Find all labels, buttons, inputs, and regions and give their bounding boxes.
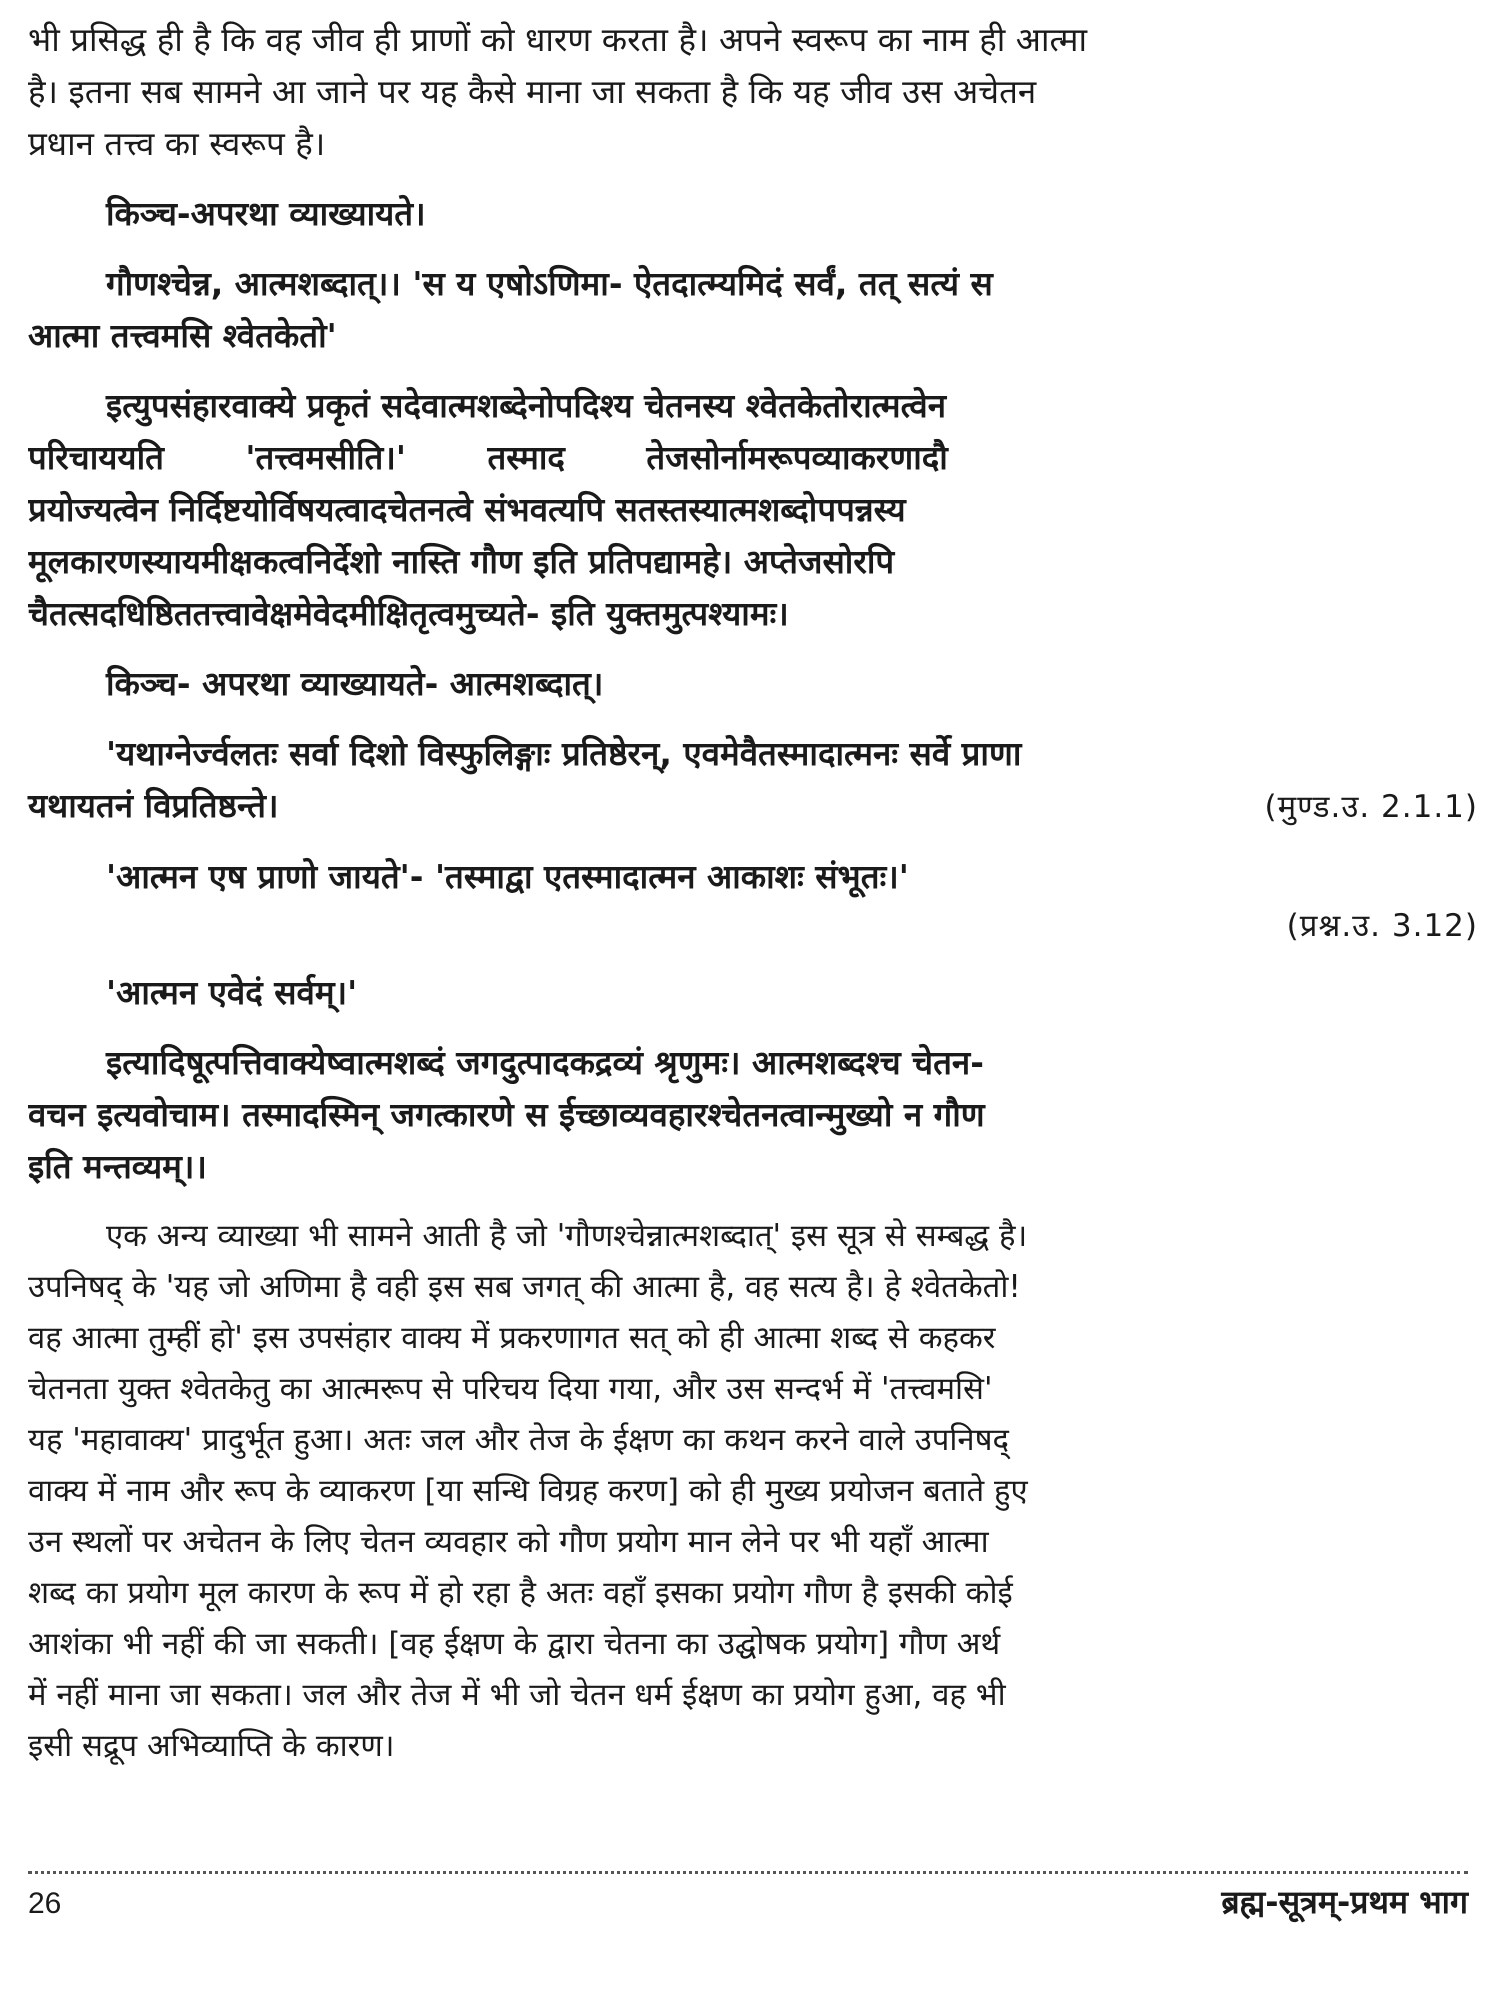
running-title: ब्रह्म-सूत्रम्-प्रथम भाग (1221, 1883, 1468, 1921)
text-line: है। इतना सब सामने आ जाने पर यह कैसे माना जा सकता है कि यह जीव उस अचेतन (28, 72, 1037, 111)
text-line: एक अन्य व्याख्या भी सामने आती है जो 'गौणश्चेन्नात्मशब्दात्' इस सूत्र से सम्बद्ध है। (106, 1218, 1028, 1254)
sutra-paragraph (28, 258, 1478, 362)
text-line: इत्यादिषूत्पत्तिवाक्येष्वात्मशब्दं जगदुत्पादकद्रव्यं श्रृणुमः। आत्मशब्दश्च चेतन- (106, 1043, 984, 1082)
footer-divider (28, 1871, 1468, 1874)
text-line: यह 'महावाक्य' प्रादुर्भूत हुआ। अतः जल और तेज के ईक्षण का कथन करने वाले उपनिषद् (28, 1422, 1009, 1458)
text-line: आशंका भी नहीं की जा सकती। [वह ईक्षण के द्वारा चेतना का उद्घोषक प्रयोग] गौण अर्थ (28, 1626, 1001, 1662)
text-line: प्रयोज्यत्वेन निर्दिष्टयोर्विषयत्वादचेतनत्वे संभवत्यपि सतस्तस्यात्मशब्दोपपन्नस्य (28, 490, 906, 529)
section-heading-2: किञ्च- अपरथा व्याख्यायते- आत्मशब्दात्। (106, 664, 604, 703)
text-line: यथायतनं विप्रतिष्ठन्ते। (28, 786, 279, 825)
text-line: इति मन्तव्यम्।। (28, 1147, 207, 1186)
hindi-explanation-paragraph (28, 1211, 1478, 1772)
text-line: शब्द का प्रयोग मूल कारण के रूप में हो रहा है अतः वहाँ इसका प्रयोग गौण है इसकी कोई (28, 1575, 1013, 1611)
text-line: चैतत्सदधिष्ठिततत्त्वावेक्षमेवेदमीक्षितृत्वमुच्यते- इति युक्तमुत्पश्यामः। (28, 594, 789, 633)
page-number: 26 (28, 1887, 62, 1920)
text-line: परिचाययति 'तत्त्वमसीति।' तस्माद तेजसोर्नामरूपव्याकरणादौ (28, 438, 948, 477)
text-line: में नहीं माना जा सकता। जल और तेज में भी जो चेतन धर्म ईक्षण का प्रयोग हुआ, वह भी (28, 1677, 1006, 1713)
text-line: भी प्रसिद्ध ही है कि वह जीव ही प्राणों को धारण करता है। अपने स्वरूप का नाम ही आत्मा (28, 20, 1088, 59)
quote-mundaka (28, 728, 1478, 833)
citation-mundaka: (मुण्ड.उ. 2.1.1) (1264, 789, 1478, 825)
text-line: मूलकारणस्यायमीक्षकत्वनिर्देशो नास्ति गौण इति प्रतिपद्यामहे। अप्तेजसोरपि (28, 542, 895, 581)
quote-last-line-row (28, 780, 1478, 833)
text-line: आत्मा तत्त्वमसि श्वेतकेतो' (28, 316, 337, 355)
text-line: 'यथाग्नेर्ज्वलतः सर्वा दिशो विस्फुलिङ्गाः प्रतिष्ठेरन्, एवमेवैतस्मादात्मनः सर्वे प्राणा (106, 734, 1022, 773)
text-line: वचन इत्यवोचाम। तस्मादस्मिन् जगत्कारणे स ईच्छाव्यवहारश्चेतनत्वान्मुख्यो न गौण (28, 1095, 985, 1134)
text-line: प्रधान तत्त्व का स्वरूप है। (28, 124, 326, 163)
page-content (28, 14, 1478, 1772)
text-line: वह आत्मा तुम्हीं हो' इस उपसंहार वाक्य में प्रकरणागत सत् को ही आत्मा शब्द से कहकर (28, 1320, 996, 1356)
text-line: वाक्य में नाम और रूप के व्याकरण [या सन्धि विग्रह करण] को ही मुख्य प्रयोजन बताते हुए (28, 1473, 1028, 1509)
page-footer (28, 1880, 1468, 1923)
text-line: चेतनता युक्त श्वेतकेतु का आत्मरूप से परिचय दिया गया, और उस सन्दर्भ में 'तत्त्वमसि' (28, 1371, 993, 1407)
conclusion-paragraph (28, 1037, 1478, 1193)
section-heading-1: किञ्च-अपरथा व्याख्यायते। (106, 194, 426, 233)
citation-prashna: (प्रश्न.उ. 3.12) (1286, 908, 1478, 944)
text-line: उपनिषद् के 'यह जो अणिमा है वही इस सब जगत् की आत्मा है, वह सत्य है। हे श्वेतकेतो! (28, 1269, 1021, 1305)
intro-paragraph (28, 14, 1478, 170)
text-line: इत्युपसंहारवाक्ये प्रकृतं सदेवात्मशब्देनोपदिश्य चेतनस्य श्वेतकेतोरात्मत्वेन (106, 386, 947, 425)
quote-atman: 'आत्मन एवेदं सर्वम्।' (106, 973, 358, 1012)
text-line: गौणश्चेन्न, आत्मशब्दात्।। 'स य एषोऽणिमा- ऐतदात्म्यमिदं सर्वं, तत् सत्यं स (106, 264, 993, 303)
text-line: इसी सद्रूप अभिव्याप्ति के कारण। (28, 1728, 395, 1764)
commentary-paragraph (28, 380, 1478, 640)
text-line: उन स्थलों पर अचेतन के लिए चेतन व्यवहार को गौण प्रयोग मान लेने पर भी यहाँ आत्मा (28, 1524, 989, 1560)
quote-prashna: 'आत्मन एष प्राणो जायते'- 'तस्माद्वा एतस्मादात्मन आकाशः संभूतः।' (106, 857, 909, 896)
